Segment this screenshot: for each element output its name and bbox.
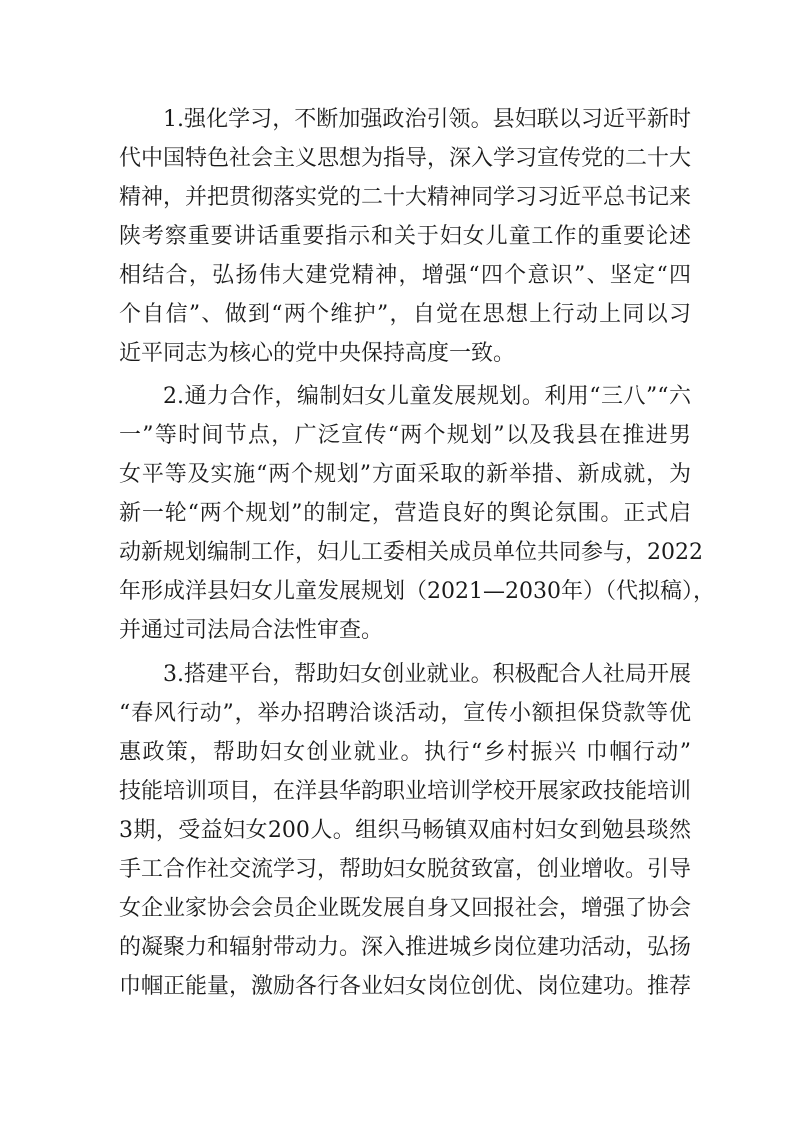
text-line: 巾帼正能量，激励各行各业妇女岗位创优、岗位建功。推荐 bbox=[119, 974, 692, 999]
text-line: 手工合作社交流学习，帮助妇女脱贫致富，创业增收。引导 bbox=[119, 857, 692, 882]
text-line: 3.搭建平台，帮助妇女创业就业。积极配合人社局开展 bbox=[163, 662, 691, 687]
text-line: 并通过司法局合法性审查。 bbox=[119, 618, 384, 643]
text-line: 一”等时间节点，广泛宣传“两个规划”以及我县在推进男 bbox=[119, 423, 691, 448]
text-line: 2.通力合作，编制妇女儿童发展规划。利用“三八”“六 bbox=[163, 384, 691, 409]
text-line: 女企业家协会会员企业既发展自身又回报社会，增强了协会 bbox=[119, 896, 692, 921]
text-line: 的凝聚力和辐射带动力。深入推进城乡岗位建功活动，弘扬 bbox=[119, 935, 692, 960]
text-line: 新一轮“两个规划”的制定，营造良好的舆论氛围。正式启 bbox=[119, 501, 691, 526]
text-line: 代中国特色社会主义思想为指导，深入学习宣传党的二十大 bbox=[119, 146, 692, 171]
text-line: 3期，受益妇女200人。组织马畅镇双庙村妇女到勉县琰然 bbox=[119, 818, 691, 843]
text-line: 1.强化学习，不断加强政治引领。县妇联以习近平新时 bbox=[163, 107, 691, 132]
text-line: 相结合，弘扬伟大建党精神，增强“四个意识”、坚定“四 bbox=[119, 263, 691, 288]
text-line: 精神，并把贯彻落实党的二十大精神同学习习近平总书记来 bbox=[119, 185, 692, 210]
text-line: 近平同志为核心的党中央保持高度一致。 bbox=[119, 341, 516, 366]
text-line: 动新规划编制工作，妇儿工委相关成员单位共同参与，2022 bbox=[119, 540, 703, 565]
text-line: 年形成洋县妇女儿童发展规划（2021—2030年）（代拟稿）， bbox=[119, 579, 715, 604]
text-line: 个自信”、做到“两个维护”，自觉在思想上行动上同以习 bbox=[119, 302, 691, 327]
text-line: 惠政策，帮助妇女创业就业。执行“乡村振兴 巾帼行动” bbox=[119, 740, 691, 765]
text-line: 技能培训项目，在洋县华韵职业培训学校开展家政技能培训 bbox=[119, 779, 692, 804]
text-line: 女平等及实施“两个规划”方面采取的新举措、新成就，为 bbox=[119, 462, 691, 487]
text-line: “春风行动”，举办招聘洽谈活动，宣传小额担保贷款等优 bbox=[119, 701, 691, 726]
text-line: 陕考察重要讲话重要指示和关于妇女儿童工作的重要论述 bbox=[119, 224, 691, 249]
